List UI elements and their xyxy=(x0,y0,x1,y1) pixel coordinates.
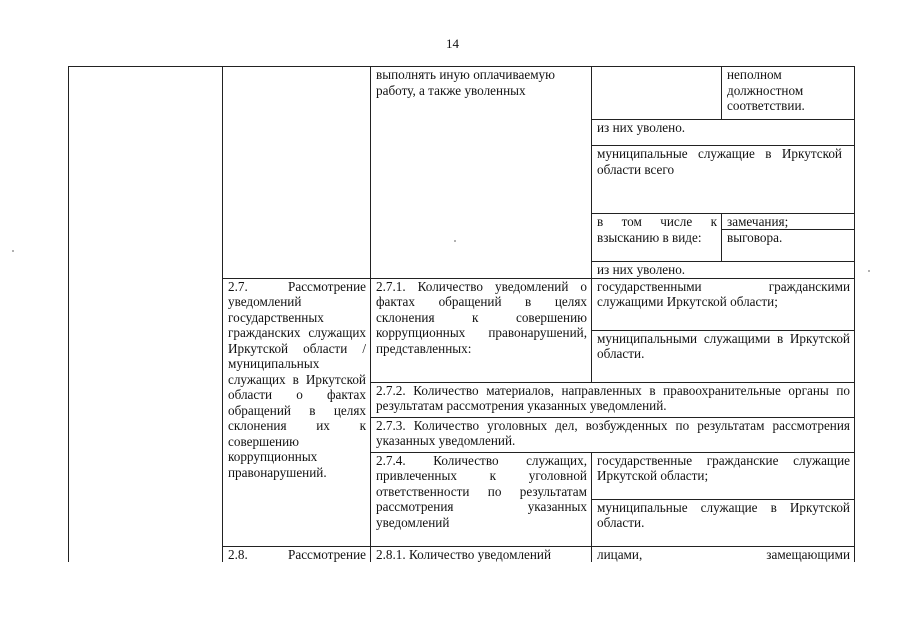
item-273-text: 2.7.3. Количество уголовных дел, возбужденных по результатам рассмотрения указанных уведомлений. xyxy=(376,417,850,448)
dismissed-text: из них уволено. xyxy=(597,262,686,277)
item-274-state-cell xyxy=(592,452,855,499)
dismissed-cell xyxy=(592,120,855,146)
scan-speck xyxy=(12,250,14,252)
number-column-cell xyxy=(69,67,223,563)
item-281-text: 2.8.1. Количество уведомлений xyxy=(376,546,552,562)
section-27-title-cell xyxy=(223,278,371,546)
municipal-total-text: муниципальные служащие в Иркутской области всего xyxy=(597,146,842,177)
section-cell-empty xyxy=(223,67,371,279)
item-274-state-text: государственные гражданские служащие Иркутской области; xyxy=(597,452,850,483)
item-271-state-cell xyxy=(592,278,855,330)
item-271-state-text: государственными гражданскими служащими Иркутской области; xyxy=(597,278,850,309)
dismissed-text: из них уволено. xyxy=(597,120,686,135)
page-number: 14 xyxy=(446,36,459,51)
section-28-title-cell xyxy=(223,546,371,562)
persons-text: лицами, замещающими xyxy=(597,546,850,562)
persons-cell xyxy=(592,546,855,562)
item-281-cell xyxy=(371,546,592,562)
item-274-mun-cell xyxy=(592,499,855,546)
section-28-title: 2.8. Рассмотрение xyxy=(228,546,366,562)
item-271-text: 2.7.1. Количество уведомлений о фактах обращений в целях склонения к совершению коррупционных правонарушений, представленных: xyxy=(376,278,587,356)
dismissed-cell xyxy=(592,262,855,279)
including-text: в том числе к взысканию в виде: xyxy=(597,214,717,245)
measure-cell xyxy=(371,67,592,279)
measure-text: выполнять иную оплачиваемую работу, а также уволенных xyxy=(376,67,555,98)
reprimand-item xyxy=(722,230,854,246)
remark-text: замечания; xyxy=(727,214,789,229)
item-274-mun-text: муниципальные служащие в Иркутской области. xyxy=(597,499,850,530)
indicators-table xyxy=(68,66,855,562)
item-271-mun-cell xyxy=(592,330,855,382)
including-cell xyxy=(592,214,722,262)
item-274-cell xyxy=(371,452,592,546)
municipal-total-cell xyxy=(592,146,855,214)
item-273-cell xyxy=(371,417,855,452)
penalty-cell xyxy=(722,67,855,120)
item-274-text: 2.7.4. Количество служащих, привлеченных к уголовной ответственности по результатам рассмотрения указанных уведомлений xyxy=(376,452,587,530)
item-271-mun-text: муниципальными служащими в Иркутской области. xyxy=(597,330,850,361)
penalty-types-cell xyxy=(722,214,855,262)
table-row xyxy=(69,67,855,120)
reprimand-text: выговора. xyxy=(727,230,783,245)
item-272-text: 2.7.2. Количество материалов, направленных в правоохранительные органы по результатам рассмотрения указанных уведомлений. xyxy=(376,382,850,413)
penalty-text: неполном должностном соответствии. xyxy=(727,67,805,113)
sub-cell-empty xyxy=(592,67,722,120)
item-272-cell xyxy=(371,382,855,417)
section-27-title: 2.7. Рассмотрение уведомлений государственных гражданских служащих Иркутской области / муниципальных служащих в Иркутской области о фактах обращений в целях склонения их к совершению коррупционных правонарушений. xyxy=(228,278,366,480)
remark-item xyxy=(722,214,854,230)
scan-speck xyxy=(868,270,870,272)
item-271-cell xyxy=(371,278,592,382)
